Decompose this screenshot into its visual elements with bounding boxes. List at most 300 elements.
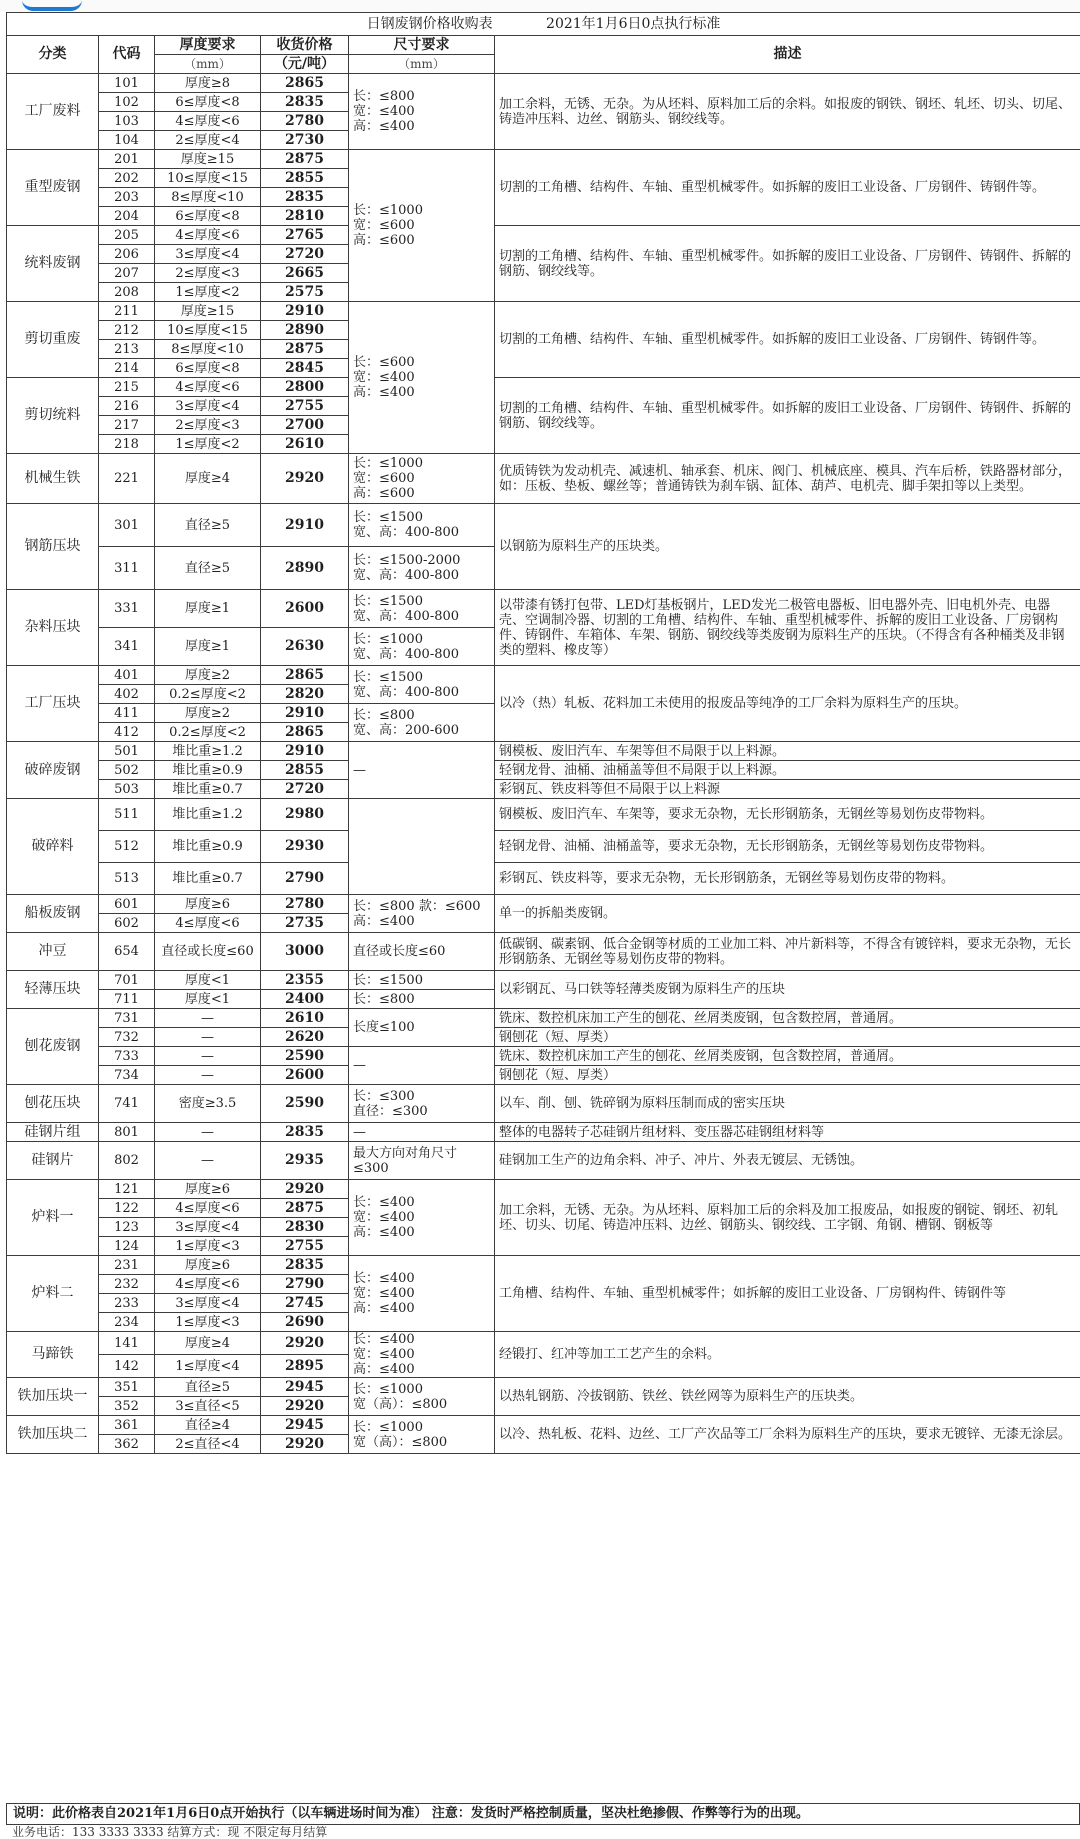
thickness-cell: 厚度≥4: [155, 1332, 261, 1355]
price-cell: 2590: [261, 1085, 349, 1123]
size-cell: 长：≤800 宽：≤400 高：≤400: [349, 74, 495, 150]
code-cell: 208: [99, 283, 155, 302]
code-cell: 512: [99, 831, 155, 863]
price-table: [6, 12, 1080, 1454]
thickness-cell: —: [155, 1142, 261, 1180]
price-cell: 2765: [261, 226, 349, 245]
size-cell: 长：≤400 宽：≤400 高：≤400: [349, 1332, 495, 1378]
price-cell: 2920: [261, 1397, 349, 1416]
col-header-category: 分类: [7, 36, 99, 74]
size-cell: 长：≤300 直径：≤300: [349, 1085, 495, 1123]
thickness-cell: 厚度≥15: [155, 150, 261, 169]
table-row: [7, 1085, 1080, 1123]
desc-cell: 低碳钢、碳素钢、低合金钢等材质的工业加工料、冲片新料等，不得含有镀锌料，要求无杂物，无长形钢筋条、无钢丝等易划伤皮带的物料。: [495, 933, 1080, 971]
code-cell: 102: [99, 93, 155, 112]
thickness-cell: 密度≥3.5: [155, 1085, 261, 1123]
thickness-cell: 堆比重≥0.7: [155, 780, 261, 799]
code-cell: 341: [99, 628, 155, 666]
code-cell: 361: [99, 1416, 155, 1435]
title-text: 日钢废钢价格收购表: [367, 16, 493, 32]
price-cell: 2355: [261, 971, 349, 990]
size-cell: 长：≤400 宽：≤400 高：≤400: [349, 1256, 495, 1332]
thickness-cell: 厚度≥15: [155, 302, 261, 321]
code-cell: 233: [99, 1294, 155, 1313]
thickness-cell: 厚度<1: [155, 990, 261, 1009]
table-row: [7, 1047, 1080, 1066]
price-cell: 2600: [261, 1066, 349, 1085]
price-cell: 2930: [261, 831, 349, 863]
table-row: [7, 378, 1080, 397]
code-cell: 802: [99, 1142, 155, 1180]
size-cell: 长：≤1500 宽、高：400-800: [349, 666, 495, 704]
code-cell: 124: [99, 1237, 155, 1256]
code-cell: 232: [99, 1275, 155, 1294]
table-row: [7, 933, 1080, 971]
price-cell: 2835: [261, 188, 349, 207]
code-cell: 103: [99, 112, 155, 131]
table-row: [7, 1378, 1080, 1397]
table-row: [7, 1028, 1080, 1047]
size-cell: 长：≤1000 宽：≤600 高：≤600: [349, 150, 495, 302]
size-cell: —: [349, 1047, 495, 1085]
table-row: [7, 799, 1080, 831]
price-cell: 2845: [261, 359, 349, 378]
thickness-cell: —: [155, 1047, 261, 1066]
thickness-cell: 1≤厚度<2: [155, 435, 261, 454]
price-cell: 2835: [261, 1256, 349, 1275]
price-cell: 2895: [261, 1355, 349, 1378]
thickness-cell: 厚度≥1: [155, 590, 261, 628]
size-cell: —: [349, 1123, 495, 1142]
category-cell: 船板废钢: [7, 895, 99, 933]
size-cell: 长：≤800 宽、高：200-600: [349, 704, 495, 742]
price-cell: 2855: [261, 169, 349, 188]
category-cell: 统料废钢: [7, 226, 99, 302]
desc-cell: 工角槽、结构件、车轴、重型机械零件；如拆解的废旧工业设备、厂房钢构件、铸钢件等: [495, 1256, 1080, 1332]
code-cell: 212: [99, 321, 155, 340]
desc-cell: 经锻打、红冲等加工工艺产生的余料。: [495, 1332, 1080, 1378]
price-cell: 2810: [261, 207, 349, 226]
code-cell: 202: [99, 169, 155, 188]
size-cell: 长：≤800 款：≤600 高：≤400: [349, 895, 495, 933]
col-header-desc: 描述: [495, 36, 1080, 74]
code-cell: 301: [99, 504, 155, 547]
size-cell: 长：≤1000 宽、高：400-800: [349, 628, 495, 666]
thickness-cell: —: [155, 1066, 261, 1085]
size-cell: 长：≤400 宽：≤400 高：≤400: [349, 1180, 495, 1256]
price-cell: 2910: [261, 742, 349, 761]
price-cell: 2935: [261, 1142, 349, 1180]
category-cell: 工厂废料: [7, 74, 99, 150]
code-cell: 741: [99, 1085, 155, 1123]
desc-cell: 铣床、数控机床加工产生的刨花、丝屑类废钢，包含数控屑，普通屑。: [495, 1009, 1080, 1028]
desc-cell: 钢刨花（短、厚类）: [495, 1028, 1080, 1047]
code-cell: 201: [99, 150, 155, 169]
code-cell: 218: [99, 435, 155, 454]
thickness-cell: 2≤厚度<4: [155, 131, 261, 150]
code-cell: 801: [99, 1123, 155, 1142]
price-cell: 2920: [261, 1435, 349, 1454]
price-cell: 2790: [261, 863, 349, 895]
thickness-cell: 6≤厚度<8: [155, 359, 261, 378]
price-cell: 2910: [261, 704, 349, 723]
thickness-cell: 1≤厚度<4: [155, 1355, 261, 1378]
price-cell: 2920: [261, 1332, 349, 1355]
code-cell: 311: [99, 547, 155, 590]
thickness-cell: 直径≥5: [155, 1378, 261, 1397]
table-row: [7, 742, 1080, 761]
code-cell: 352: [99, 1397, 155, 1416]
table-title: [7, 13, 1080, 36]
size-cell: 最大方向对角尺寸 ≤300: [349, 1142, 495, 1180]
footer: [6, 1803, 1080, 1837]
price-cell: 2920: [261, 454, 349, 504]
desc-cell: 钢模板、废旧汽车、车架等，要求无杂物，无长形钢筋条，无钢丝等易划伤皮带物料。: [495, 799, 1080, 831]
table-row: [7, 150, 1080, 169]
code-cell: 203: [99, 188, 155, 207]
size-cell: 长度≤100: [349, 1009, 495, 1047]
code-cell: 216: [99, 397, 155, 416]
thickness-cell: 6≤厚度<8: [155, 93, 261, 112]
thickness-cell: 堆比重≥0.7: [155, 863, 261, 895]
code-cell: 503: [99, 780, 155, 799]
col-unit-size: （mm）: [349, 55, 495, 74]
thickness-cell: 1≤厚度<3: [155, 1237, 261, 1256]
code-cell: 602: [99, 914, 155, 933]
category-cell: 硅钢片: [7, 1142, 99, 1180]
thickness-cell: 厚度≥4: [155, 454, 261, 504]
price-cell: 2630: [261, 628, 349, 666]
price-cell: 2745: [261, 1294, 349, 1313]
desc-cell: 切割的工角槽、结构件、车轴、重型机械零件。如拆解的废旧工业设备、厂房钢件、铸钢件、拆解的钢筋、钢绞线等。: [495, 226, 1080, 302]
category-cell: 破碎料: [7, 799, 99, 895]
price-cell: 2720: [261, 245, 349, 264]
thickness-cell: 10≤厚度<15: [155, 321, 261, 340]
desc-cell: 切割的工角槽、结构件、车轴、重型机械零件。如拆解的废旧工业设备、厂房钢件、铸钢件、拆解的钢筋、钢绞线等。: [495, 378, 1080, 454]
table-row: [7, 863, 1080, 895]
price-cell: 2665: [261, 264, 349, 283]
thickness-cell: 堆比重≥1.2: [155, 799, 261, 831]
category-cell: 刨花废钢: [7, 1009, 99, 1085]
code-cell: 732: [99, 1028, 155, 1047]
code-cell: 101: [99, 74, 155, 93]
thickness-cell: 堆比重≥0.9: [155, 831, 261, 863]
category-cell: 机械生铁: [7, 454, 99, 504]
col-header-code: 代码: [99, 36, 155, 74]
price-cell: 2690: [261, 1313, 349, 1332]
thickness-cell: 10≤厚度<15: [155, 169, 261, 188]
price-cell: 2780: [261, 895, 349, 914]
code-cell: 401: [99, 666, 155, 685]
thickness-cell: 4≤厚度<6: [155, 226, 261, 245]
price-cell: 2875: [261, 1199, 349, 1218]
code-cell: 234: [99, 1313, 155, 1332]
thickness-cell: 3≤厚度<4: [155, 1294, 261, 1313]
table-row: [7, 226, 1080, 245]
thickness-cell: 直径或长度≤60: [155, 933, 261, 971]
desc-cell: 轻钢龙骨、油桶、油桶盖等，要求无杂物，无长形钢筋条，无钢丝等易划伤皮带物料。: [495, 831, 1080, 863]
thickness-cell: 厚度≥1: [155, 628, 261, 666]
code-cell: 711: [99, 990, 155, 1009]
code-cell: 331: [99, 590, 155, 628]
thickness-cell: 4≤厚度<6: [155, 112, 261, 131]
footer-note: 说明：此价格表自2021年1月6日0点开始执行（以车辆进场时间为准） 注意：发货时严格控制质量，坚决杜绝掺假、作弊等行为的出现。: [6, 1803, 1080, 1825]
footer-contact: 业务电话：133 3333 3333 结算方式：现 不限定每月结算: [6, 1825, 1080, 1839]
thickness-cell: 厚度≥6: [155, 1180, 261, 1199]
desc-cell: 以热轧钢筋、冷拔钢筋、铁丝、铁丝网等为原料生产的压块类。: [495, 1378, 1080, 1416]
desc-cell: 硅钢加工生产的边角余料、冲子、冲片、外表无镀层、无锈蚀。: [495, 1142, 1080, 1180]
thickness-cell: 4≤厚度<6: [155, 1275, 261, 1294]
thickness-cell: 1≤厚度<3: [155, 1313, 261, 1332]
col-header-thickness: 厚度要求: [155, 36, 261, 55]
table-row: [7, 831, 1080, 863]
price-cell: 2800: [261, 378, 349, 397]
code-cell: 411: [99, 704, 155, 723]
thickness-cell: 直径≥4: [155, 1416, 261, 1435]
price-cell: 2945: [261, 1378, 349, 1397]
code-cell: 217: [99, 416, 155, 435]
thickness-cell: 直径≥5: [155, 547, 261, 590]
price-cell: 3000: [261, 933, 349, 971]
category-cell: 炉料一: [7, 1180, 99, 1256]
desc-cell: 单一的拆船类废钢。: [495, 895, 1080, 933]
desc-cell: 钢模板、废旧汽车、车架等但不局限于以上料源。: [495, 742, 1080, 761]
thickness-cell: 厚度≥6: [155, 1256, 261, 1275]
category-cell: 轻薄压块: [7, 971, 99, 1009]
price-cell: 2730: [261, 131, 349, 150]
thickness-cell: 4≤厚度<6: [155, 1199, 261, 1218]
price-cell: 2620: [261, 1028, 349, 1047]
desc-cell: 铣床、数控机床加工产生的刨花、丝屑类废钢，包含数控屑，普通屑。: [495, 1047, 1080, 1066]
price-cell: 2790: [261, 1275, 349, 1294]
price-cell: 2865: [261, 723, 349, 742]
thickness-cell: 厚度≥2: [155, 666, 261, 685]
desc-cell: 以冷（热）轧板、花料加工未使用的报废品等纯净的工厂余料为原料生产的压块。: [495, 666, 1080, 742]
price-cell: 2830: [261, 1218, 349, 1237]
size-cell-empty: [349, 799, 495, 895]
price-cell: 2590: [261, 1047, 349, 1066]
category-cell: 破碎废钢: [7, 742, 99, 799]
price-cell: 2755: [261, 397, 349, 416]
code-cell: 214: [99, 359, 155, 378]
desc-cell: 加工余料，无锈、无杂。为从坯料、原料加工后的余料。如报废的钢铁、钢坯、轧坯、切头、切尾、铸造冲压料、边丝、钢筋头、钢绞线等。: [495, 74, 1080, 150]
table-row: [7, 1416, 1080, 1435]
desc-cell: 以彩钢瓦、马口铁等轻薄类废钢为原料生产的压块: [495, 971, 1080, 1009]
price-table-sheet: [6, 12, 1080, 1454]
thickness-cell: 6≤厚度<8: [155, 207, 261, 226]
table-row: [7, 1066, 1080, 1085]
table-row: [7, 504, 1080, 547]
desc-cell: 加工余料，无锈、无杂。为从坯料、原料加工后的余料及加工报废品，如报废的钢锭、钢坯、初轧坯、切头、切尾、铸造冲压料、边丝、钢筋头、钢绞线、工字钢、角钢、槽钢、钢板等: [495, 1180, 1080, 1256]
category-cell: 剪切统料: [7, 378, 99, 454]
code-cell: 733: [99, 1047, 155, 1066]
code-cell: 205: [99, 226, 155, 245]
code-cell: 123: [99, 1218, 155, 1237]
code-cell: 601: [99, 895, 155, 914]
category-cell: 硅钢片组: [7, 1123, 99, 1142]
title-row: [7, 13, 1080, 36]
table-row: [7, 1256, 1080, 1275]
table-row: [7, 302, 1080, 321]
thickness-cell: 厚度≥2: [155, 704, 261, 723]
price-cell: 2780: [261, 112, 349, 131]
price-cell: 2700: [261, 416, 349, 435]
header-row-1: [7, 36, 1080, 55]
table-row: [7, 1180, 1080, 1199]
price-cell: 2755: [261, 1237, 349, 1256]
code-cell: 501: [99, 742, 155, 761]
price-cell: 2610: [261, 1009, 349, 1028]
price-cell: 2835: [261, 1123, 349, 1142]
size-cell: 长：≤1500 宽、高：400-800: [349, 504, 495, 547]
price-cell: 2610: [261, 435, 349, 454]
code-cell: 502: [99, 761, 155, 780]
price-cell: 2400: [261, 990, 349, 1009]
price-cell: 2875: [261, 340, 349, 359]
desc-cell: 彩钢瓦、铁皮料等但不局限于以上料源: [495, 780, 1080, 799]
thickness-cell: 4≤厚度<6: [155, 914, 261, 933]
thickness-cell: 3≤厚度<4: [155, 397, 261, 416]
thickness-cell: —: [155, 1123, 261, 1142]
code-cell: 351: [99, 1378, 155, 1397]
brand-logo-fragment: [22, 0, 82, 11]
category-cell: 炉料二: [7, 1256, 99, 1332]
thickness-cell: 厚度<1: [155, 971, 261, 990]
code-cell: 215: [99, 378, 155, 397]
price-cell: 2875: [261, 150, 349, 169]
category-cell: 剪切重废: [7, 302, 99, 378]
category-cell: 重型废钢: [7, 150, 99, 226]
desc-cell: 切割的工角槽、结构件、车轴、重型机械零件。如拆解的废旧工业设备、厂房钢件、铸钢件等。: [495, 302, 1080, 378]
col-header-size: 尺寸要求: [349, 36, 495, 55]
price-cell: 2980: [261, 799, 349, 831]
col-unit-price: （元/吨）: [261, 55, 349, 74]
price-cell: 2945: [261, 1416, 349, 1435]
price-cell: 2890: [261, 321, 349, 340]
table-row: [7, 1123, 1080, 1142]
price-cell: 2600: [261, 590, 349, 628]
code-cell: 221: [99, 454, 155, 504]
thickness-cell: 1≤厚度<2: [155, 283, 261, 302]
price-cell: 2910: [261, 302, 349, 321]
thickness-cell: 0.2≤厚度<2: [155, 723, 261, 742]
thickness-cell: 2≤厚度<3: [155, 416, 261, 435]
price-cell: 2720: [261, 780, 349, 799]
code-cell: 402: [99, 685, 155, 704]
thickness-cell: 厚度≥6: [155, 895, 261, 914]
category-cell: 刨花压块: [7, 1085, 99, 1123]
table-row: [7, 780, 1080, 799]
table-row: [7, 971, 1080, 990]
desc-cell: 整体的电器转子芯硅钢片组材料、变压器芯硅钢组材料等: [495, 1123, 1080, 1142]
thickness-cell: 堆比重≥0.9: [155, 761, 261, 780]
thickness-cell: 4≤厚度<6: [155, 378, 261, 397]
thickness-cell: —: [155, 1009, 261, 1028]
code-cell: 206: [99, 245, 155, 264]
price-cell: 2820: [261, 685, 349, 704]
thickness-cell: —: [155, 1028, 261, 1047]
size-cell: 长：≤1000 宽（高）：≤800: [349, 1416, 495, 1454]
desc-cell: 以车、削、刨、铣碎钢为原料压制而成的密实压块: [495, 1085, 1080, 1123]
desc-cell: 钢刨花（短、厚类）: [495, 1066, 1080, 1085]
thickness-cell: 3≤直径<5: [155, 1397, 261, 1416]
code-cell: 141: [99, 1332, 155, 1355]
table-row: [7, 761, 1080, 780]
price-cell: 2735: [261, 914, 349, 933]
size-cell: 长：≤1500 宽、高：400-800: [349, 590, 495, 628]
code-cell: 412: [99, 723, 155, 742]
code-cell: 734: [99, 1066, 155, 1085]
size-cell: 长：≤600 宽：≤400 高：≤400: [349, 302, 495, 454]
table-row: [7, 454, 1080, 504]
size-cell: 长：≤1000 宽：≤600 高：≤600: [349, 454, 495, 504]
desc-cell: 切割的工角槽、结构件、车轴、重型机械零件。如拆解的废旧工业设备、厂房钢件、铸钢件等。: [495, 150, 1080, 226]
table-row: [7, 1009, 1080, 1028]
code-cell: 362: [99, 1435, 155, 1454]
table-row: [7, 590, 1080, 628]
top-banner: [0, 0, 1080, 12]
category-cell: 铁加压块二: [7, 1416, 99, 1454]
code-cell: 104: [99, 131, 155, 150]
thickness-cell: 3≤厚度<4: [155, 245, 261, 264]
thickness-cell: 直径≥5: [155, 504, 261, 547]
code-cell: 142: [99, 1355, 155, 1378]
thickness-cell: 3≤厚度<4: [155, 1218, 261, 1237]
price-cell: 2865: [261, 74, 349, 93]
thickness-cell: 0.2≤厚度<2: [155, 685, 261, 704]
code-cell: 213: [99, 340, 155, 359]
category-cell: 杂料压块: [7, 590, 99, 666]
size-cell: 长：≤1500: [349, 971, 495, 990]
code-cell: 204: [99, 207, 155, 226]
category-cell: 冲豆: [7, 933, 99, 971]
table-row: [7, 895, 1080, 914]
code-cell: 654: [99, 933, 155, 971]
col-header-price: 收货价格: [261, 36, 349, 55]
price-cell: 2890: [261, 547, 349, 590]
price-cell: 2910: [261, 504, 349, 547]
thickness-cell: 2≤直径<4: [155, 1435, 261, 1454]
desc-cell: 轻钢龙骨、油桶、油桶盖等但不局限于以上料源。: [495, 761, 1080, 780]
size-cell: 长：≤800: [349, 990, 495, 1009]
standard-text: 2021年1月6日0点执行标准: [546, 16, 720, 32]
table-row: [7, 74, 1080, 93]
code-cell: 511: [99, 799, 155, 831]
thickness-cell: 8≤厚度<10: [155, 340, 261, 359]
thickness-cell: 厚度≥8: [155, 74, 261, 93]
desc-cell: 彩钢瓦、铁皮料等，要求无杂物，无长形钢筋条，无钢丝等易划伤皮带的物料。: [495, 863, 1080, 895]
desc-cell: 以冷、热轧板、花料、边丝、工厂产次品等工厂余料为原料生产的压块，要求无镀锌、无漆无涂层。: [495, 1416, 1080, 1454]
size-cell: —: [349, 742, 495, 799]
code-cell: 231: [99, 1256, 155, 1275]
thickness-cell: 8≤厚度<10: [155, 188, 261, 207]
category-cell: 铁加压块一: [7, 1378, 99, 1416]
category-cell: 工厂压块: [7, 666, 99, 742]
size-cell: 长：≤1500-2000 宽、高：400-800: [349, 547, 495, 590]
code-cell: 121: [99, 1180, 155, 1199]
category-cell: 马蹄铁: [7, 1332, 99, 1378]
table-row: [7, 1142, 1080, 1180]
code-cell: 701: [99, 971, 155, 990]
category-cell: 钢筋压块: [7, 504, 99, 590]
price-cell: 2575: [261, 283, 349, 302]
size-cell: 直径或长度≤60: [349, 933, 495, 971]
thickness-cell: 堆比重≥1.2: [155, 742, 261, 761]
desc-cell: 优质铸铁为发动机壳、减速机、轴承套、机床、阀门、机械底座、模具、汽车后桥，铁路器材部分，如：压板、垫板、螺丝等；普通铸铁为刹车锅、缸体、葫芦、电机壳、脚手架扣等以上类型。: [495, 454, 1080, 504]
thickness-cell: 2≤厚度<3: [155, 264, 261, 283]
code-cell: 122: [99, 1199, 155, 1218]
table-row: [7, 666, 1080, 685]
